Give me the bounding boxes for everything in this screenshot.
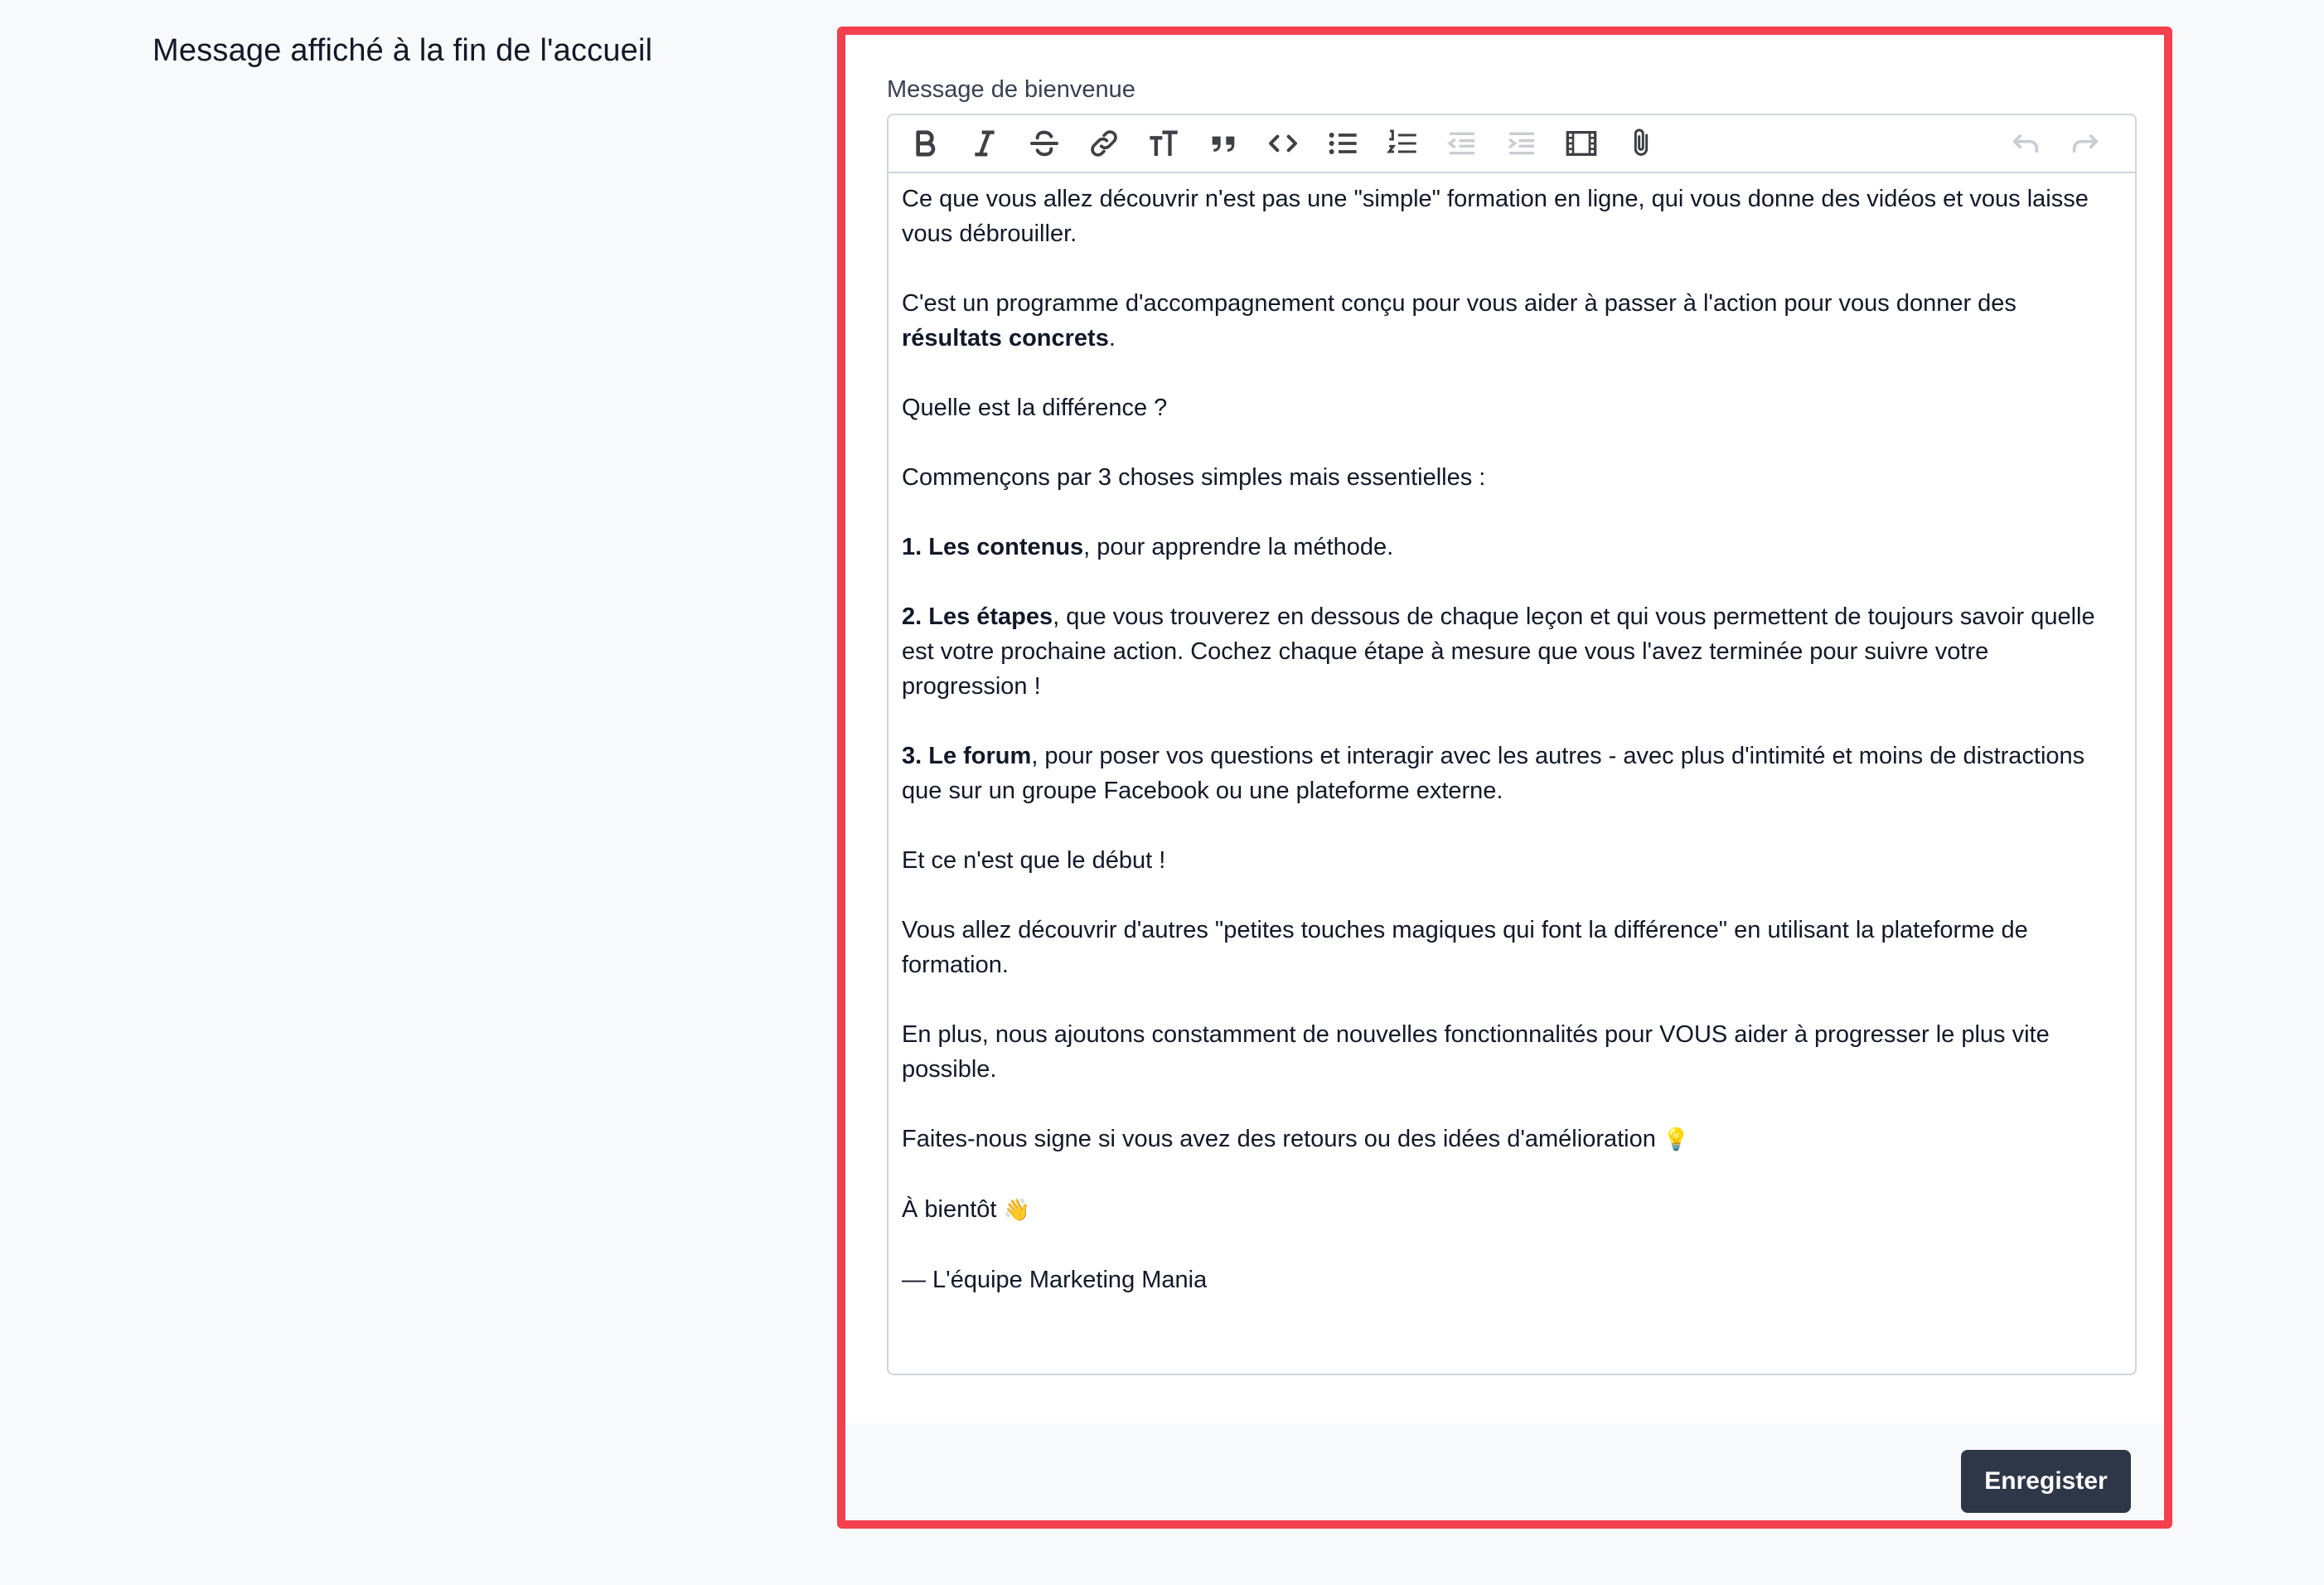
lightbulb-emoji: 💡 [1662,1127,1690,1152]
paragraph: Commençons par 3 choses simples mais essentielles : [902,464,1486,491]
editor-content[interactable] [902,182,2120,1297]
italic-icon[interactable] [963,122,1006,165]
section-title: Message affiché à la fin de l'accueil [153,33,653,68]
paragraph: C'est un programme d'accompagnement conçu pour vous aider à passer à l'action pour vous donner des résultats concrets. [902,290,2017,351]
bullet-list-icon[interactable] [1321,122,1364,165]
numbered-list-icon[interactable] [1381,122,1424,165]
waving-hand-emoji: 👋 [1003,1198,1030,1223]
undo-icon[interactable] [2004,123,2047,166]
rich-text-editor[interactable] [887,114,2137,1375]
indent-icon[interactable] [1500,122,1543,165]
paragraph: Ce que vous allez découvrir n'est pas une "simple" formation en ligne, qui vous donne des vidéos et vous laisse vous débrouiller. [902,186,2089,247]
list-paragraph-contents: 1. Les contenus, pour apprendre la méthode. [902,534,1394,560]
list-paragraph-steps: 2. Les étapes, que vous trouverez en dessous de chaque leçon et qui vous permettent de toujours savoir quelle est votre prochaine action. Cochez chaque étape à mesure que vous l'avez terminée pour suivre votre progression ! [902,603,2095,700]
paragraph: Quelle est la différence ? [902,395,1168,421]
outdent-icon[interactable] [1440,122,1484,165]
signature: — L'équipe Marketing Mania [902,1267,1208,1293]
paragraph: En plus, nous ajoutons constamment de nouvelles fonctionnalités pour VOUS aider à progresser le plus vite possible. [902,1021,2050,1083]
list-paragraph-forum: 3. Le forum, pour poser vos questions et interagir avec les autres - avec plus d'intimité et moins de distractions que sur un groupe Facebook ou une plateforme externe. [902,743,2085,804]
save-button[interactable]: Enregister [1961,1450,2131,1513]
quote-icon[interactable] [1202,122,1245,165]
paragraph: Et ce n'est que le début ! [902,847,1166,874]
link-icon[interactable] [1082,122,1126,165]
paragraph: Vous allez découvrir d'autres "petites touches magiques qui font la différence" en utilisant la plateforme de formation. [902,917,2028,978]
field-label: Message de bienvenue [887,76,1135,103]
card-body [845,35,2164,1423]
redo-icon[interactable] [2064,123,2107,166]
paragraph: À bientôt 👋 [902,1196,1030,1223]
history-controls [2004,123,2123,166]
welcome-message-card [837,27,2172,1529]
attachment-icon[interactable] [1620,122,1663,165]
paragraph: Faites-nous signe si vous avez des retours ou des idées d'amélioration 💡 [902,1126,1690,1152]
code-icon[interactable] [1261,122,1305,165]
attach-file-icon[interactable] [1560,122,1603,165]
strikethrough-icon[interactable] [1023,122,1066,165]
heading-icon[interactable] [1142,122,1185,165]
bold-icon[interactable] [903,122,947,165]
editor-toolbar [888,115,2135,173]
